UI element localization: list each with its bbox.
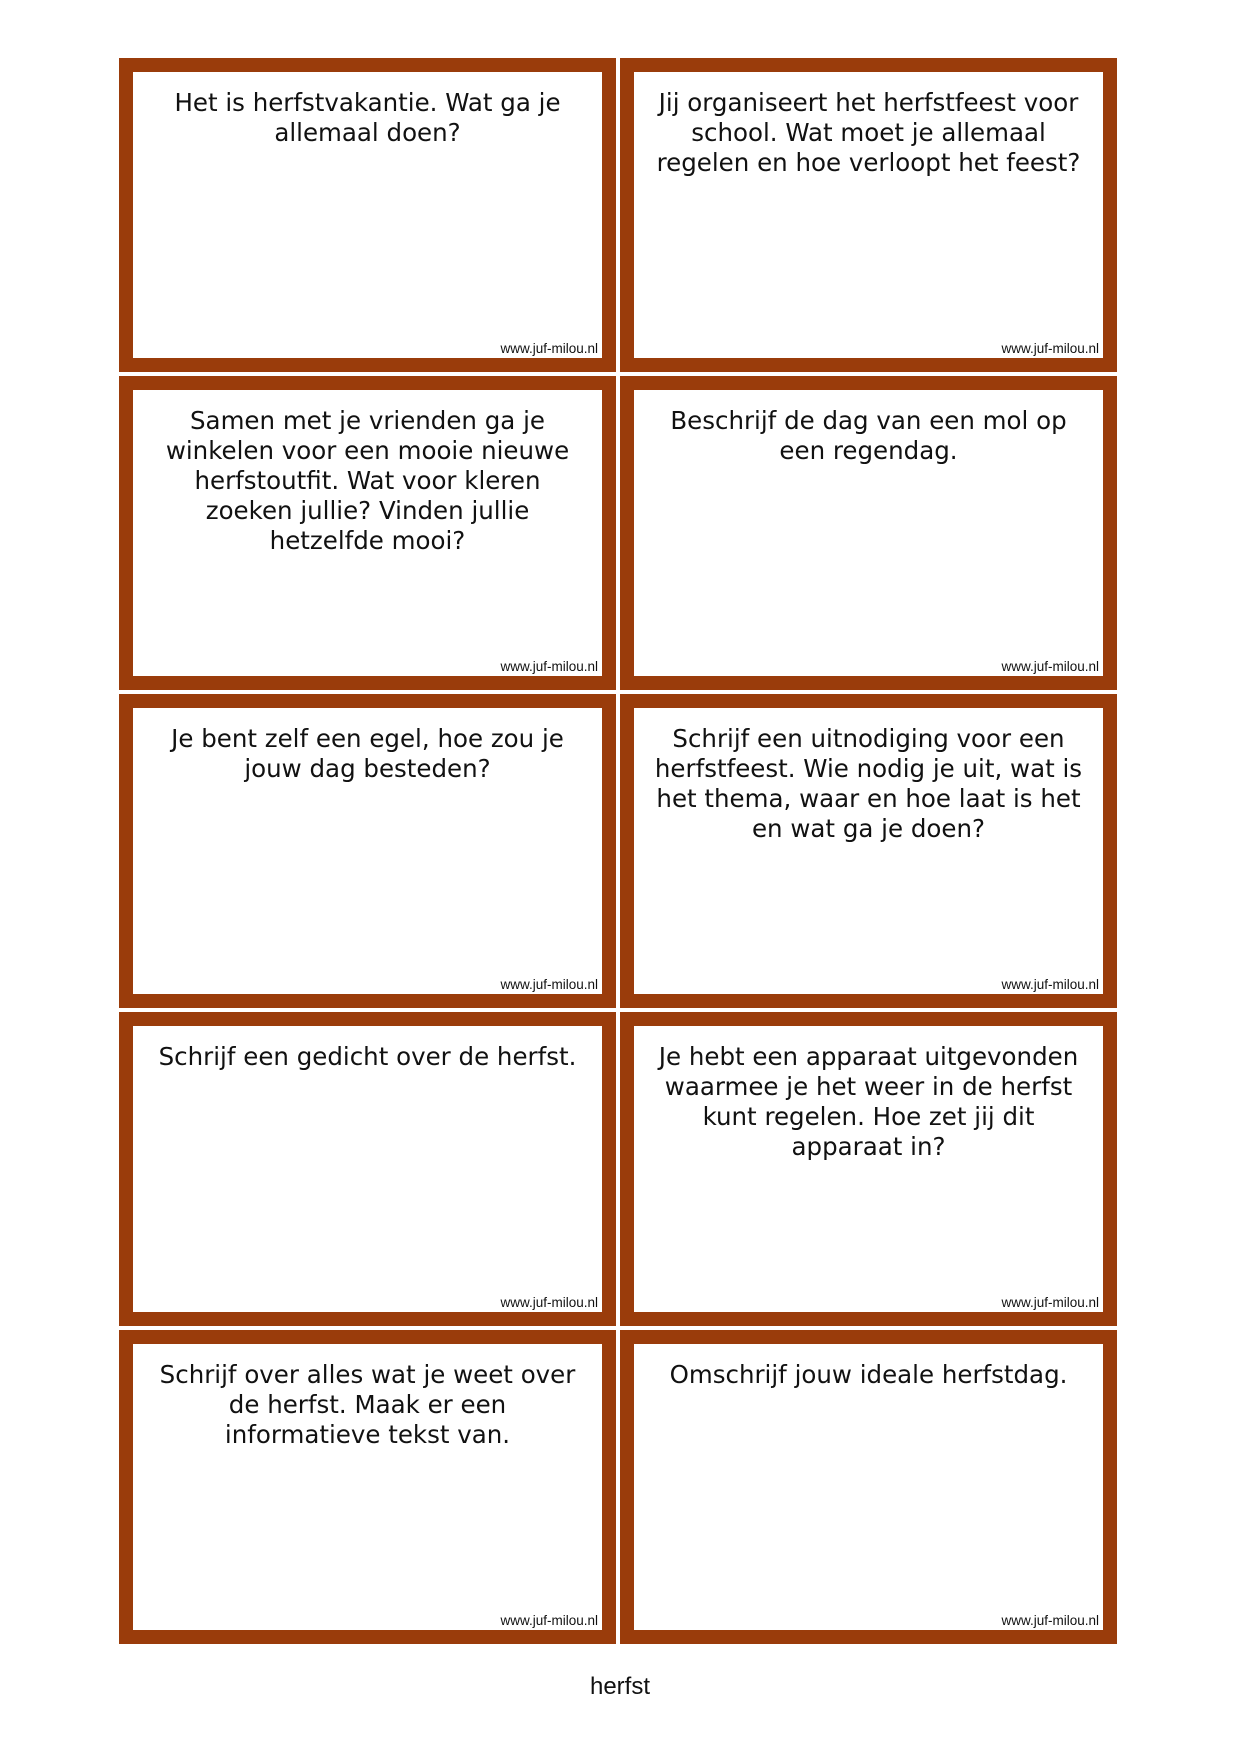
- card-website: www.juf-milou.nl: [1001, 341, 1099, 356]
- card-website: www.juf-milou.nl: [500, 1295, 598, 1310]
- card-prompt: Je bent zelf een egel, hoe zou je jouw dag besteden?: [171, 724, 564, 783]
- card-website: www.juf-milou.nl: [1001, 1295, 1099, 1310]
- writing-card: [620, 58, 1117, 372]
- writing-card: [119, 1012, 616, 1326]
- card-prompt: Je hebt een apparaat uitgevonden waarmee je het weer in de herfst kunt regelen. Hoe zet jij dit apparaat in?: [658, 1042, 1079, 1161]
- writing-card: [119, 694, 616, 1008]
- card-prompt: Schrijf een gedicht over de herfst.: [158, 1042, 577, 1071]
- card-website: www.juf-milou.nl: [1001, 659, 1099, 674]
- card-prompt: Het is herfstvakantie. Wat ga je allemaal doen?: [174, 88, 561, 147]
- card-website: www.juf-milou.nl: [1001, 977, 1099, 992]
- card-prompt: Omschrijf jouw ideale herfstdag.: [669, 1360, 1068, 1389]
- writing-card: [119, 376, 616, 690]
- card-website: www.juf-milou.nl: [500, 977, 598, 992]
- card-sheet: [119, 58, 1117, 1644]
- writing-card: [620, 1330, 1117, 1644]
- card-website: www.juf-milou.nl: [500, 341, 598, 356]
- card-prompt: Schrijf over alles wat je weet over de herfst. Maak er een informatieve tekst van.: [159, 1360, 576, 1449]
- card-prompt: Jij organiseert het herfstfeest voor school. Wat moet je allemaal regelen en hoe verloopt het feest?: [656, 88, 1081, 177]
- card-website: www.juf-milou.nl: [1001, 1613, 1099, 1628]
- writing-card: [620, 376, 1117, 690]
- writing-card: [620, 1012, 1117, 1326]
- writing-card: [620, 694, 1117, 1008]
- card-website: www.juf-milou.nl: [500, 1613, 598, 1628]
- card-prompt: Beschrijf de dag van een mol op een regendag.: [670, 406, 1067, 465]
- card-website: www.juf-milou.nl: [500, 659, 598, 674]
- card-prompt: Samen met je vrienden ga je winkelen voor een mooie nieuwe herfstoutfit. Wat voor kleren zoeken jullie? Vinden jullie hetzelfde mooi?: [165, 406, 570, 555]
- writing-card: [119, 1330, 616, 1644]
- card-prompt: Schrijf een uitnodiging voor een herfstfeest. Wie nodig je uit, wat is het thema, waar en hoe laat is het en wat ga je doen?: [654, 724, 1083, 843]
- writing-card: [119, 58, 616, 372]
- page-footer-label: herfst: [589, 1673, 651, 1700]
